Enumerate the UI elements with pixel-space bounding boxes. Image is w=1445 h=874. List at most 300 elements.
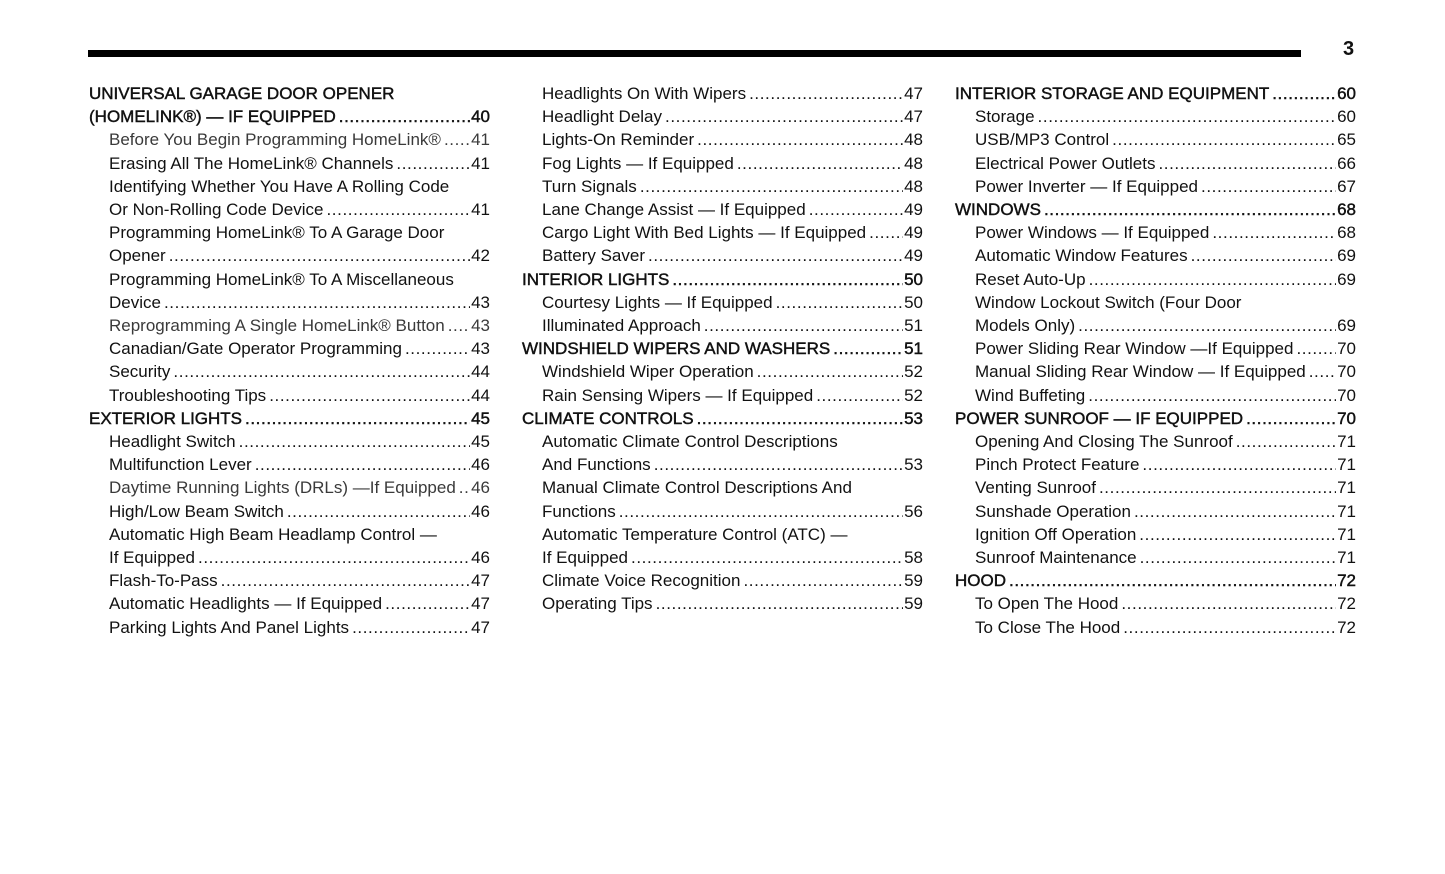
dot-leader (1036, 105, 1337, 128)
toc-entry-row (955, 198, 1356, 221)
toc-entry[interactable] (522, 82, 923, 105)
dot-leader (1121, 616, 1336, 639)
toc-entry[interactable] (522, 105, 923, 128)
toc-page-number: 44 (471, 385, 490, 405)
toc-entry-row (109, 476, 490, 499)
toc-entry-row (109, 337, 490, 360)
dot-leader (196, 546, 470, 569)
toc-page-number: 70 (1337, 408, 1356, 428)
toc-entry[interactable] (955, 592, 1356, 615)
dot-leader (243, 407, 470, 430)
toc-entry[interactable] (522, 221, 923, 244)
dot-leader (237, 430, 470, 453)
toc-entry[interactable] (955, 268, 1356, 291)
toc-entry-row (542, 128, 923, 151)
toc-entry-title: Headlights On With Wipers (542, 84, 747, 103)
toc-entry[interactable] (522, 198, 923, 221)
toc-entry[interactable] (89, 268, 490, 314)
toc-page-number: 72 (1337, 594, 1356, 614)
toc-entry-title: Headlight Delay (542, 107, 663, 127)
toc-page-number: 70 (1337, 362, 1356, 382)
dot-leader (702, 314, 903, 337)
toc-page-number: 45 (471, 408, 490, 428)
toc-entry-title: WINDSHIELD WIPERS AND WASHERS (522, 339, 831, 359)
dot-leader (1119, 592, 1336, 615)
toc-entry[interactable] (89, 175, 490, 221)
toc-entry-row (542, 82, 923, 105)
toc-entry[interactable] (955, 105, 1356, 128)
toc-page-number: 52 (904, 385, 923, 405)
toc-entry-row (975, 105, 1356, 128)
toc-entry[interactable] (89, 616, 490, 639)
dot-leader (814, 384, 903, 407)
toc-entry-title: Reprogramming A Single HomeLink® Button (109, 316, 445, 336)
toc-entry[interactable] (522, 128, 923, 151)
toc-entry-title: Pinch Protect Feature (975, 455, 1140, 475)
toc-entry-row (542, 546, 923, 569)
toc-entry-title: Device (109, 292, 161, 312)
toc-entry[interactable] (89, 221, 490, 267)
toc-page-number: 67 (1337, 176, 1356, 196)
toc-entry-title: Functions (542, 501, 616, 521)
toc-page-number: 42 (471, 246, 490, 266)
toc-entry-title: Automatic Temperature Control (ATC) — (542, 524, 848, 544)
toc-entry-title: Reset Auto-Up (975, 269, 1086, 289)
toc-entry[interactable] (522, 314, 923, 337)
toc-entry-title: Programming HomeLink® To A Miscellaneous (109, 269, 454, 289)
toc-column-1 (89, 82, 490, 639)
dot-leader (831, 337, 903, 360)
toc-entry[interactable] (522, 291, 923, 314)
toc-entry-row (975, 268, 1356, 291)
toc-entry-title: HOOD (955, 571, 1006, 591)
toc-entry-row (975, 175, 1356, 198)
toc-entry[interactable] (89, 360, 490, 383)
toc-page-number: 59 (904, 571, 923, 591)
toc-page-number: 49 (904, 246, 923, 266)
toc-entry[interactable] (89, 384, 490, 407)
toc-entry-row (89, 407, 490, 430)
toc-entry-row (109, 198, 490, 221)
toc-entry[interactable] (89, 476, 490, 499)
toc-entry-row (89, 105, 490, 128)
dot-leader (1307, 360, 1336, 383)
toc-entry[interactable] (89, 569, 490, 592)
toc-entry-title: Lights-On Reminder (542, 130, 695, 150)
toc-entry-row (975, 314, 1356, 337)
dot-leader (663, 105, 903, 128)
dot-leader (638, 175, 903, 198)
toc-entry[interactable] (955, 384, 1356, 407)
toc-entry-title: USB/MP3 Control (975, 130, 1110, 150)
dot-leader (442, 128, 470, 151)
toc-page-number: 48 (904, 130, 923, 150)
toc-entry-row (522, 407, 923, 430)
toc-entry-row (109, 360, 490, 383)
toc-entry-row (975, 523, 1356, 546)
toc-page-number: 53 (904, 455, 923, 475)
toc-page-number: 51 (904, 339, 923, 359)
toc-entry[interactable] (955, 500, 1356, 523)
toc-entry-title: Or Non-Rolling Code Device (109, 200, 324, 220)
dot-leader (774, 291, 904, 314)
toc-entry[interactable] (955, 152, 1356, 175)
toc-page-number: 46 (471, 501, 490, 521)
toc-entry-row (975, 152, 1356, 175)
toc-page-number: 53 (904, 408, 923, 428)
toc-entry[interactable] (89, 314, 490, 337)
toc-page-number: 71 (1337, 478, 1356, 498)
toc-entry-row (109, 430, 490, 453)
toc-entry-title: Identifying Whether You Have A Rolling Code (109, 176, 450, 196)
toc-page-number: 58 (904, 548, 923, 568)
toc-entry-title: High/Low Beam Switch (109, 501, 284, 521)
toc-entry-title: Cargo Light With Bed Lights — If Equipped (542, 223, 867, 243)
toc-entry-row (542, 314, 923, 337)
toc-entry[interactable] (89, 453, 490, 476)
dot-leader (1007, 569, 1336, 592)
dot-leader (652, 453, 903, 476)
dot-leader (167, 244, 470, 267)
dot-leader (755, 360, 903, 383)
dot-leader (253, 453, 470, 476)
toc-entry-row (542, 105, 923, 128)
toc-page-number: 49 (904, 223, 923, 243)
toc-entry-title: To Open The Hood (975, 594, 1119, 614)
dot-leader (1132, 500, 1336, 523)
toc-entry-row (542, 569, 923, 592)
dot-leader (646, 244, 903, 267)
toc-page-number: 47 (904, 84, 923, 103)
toc-entry-row (109, 244, 490, 267)
toc-page-number: 70 (1337, 385, 1356, 405)
toc-entry-row (975, 244, 1356, 267)
toc-page-number: 43 (471, 292, 490, 312)
toc-page-number: 44 (471, 362, 490, 382)
dot-leader (219, 569, 470, 592)
dot-leader (735, 152, 903, 175)
toc-entry[interactable] (955, 430, 1356, 453)
toc-page-number: 66 (1337, 153, 1356, 173)
toc-page-number: 40 (471, 107, 490, 127)
dot-leader (1156, 152, 1336, 175)
toc-page-number: 65 (1337, 130, 1356, 150)
toc-entry-row (109, 569, 490, 592)
toc-page-number: 47 (904, 107, 923, 127)
dot-leader (446, 314, 470, 337)
toc-entry[interactable] (522, 592, 923, 615)
toc-entry-row (109, 546, 490, 569)
toc-entry-title: EXTERIOR LIGHTS (89, 408, 243, 428)
toc-page-number: 71 (1337, 455, 1356, 475)
toc-entry-title: Fog Lights — If Equipped (542, 153, 734, 173)
toc-entry[interactable] (89, 500, 490, 523)
toc-page-number: 71 (1337, 501, 1356, 521)
toc-entry[interactable] (89, 523, 490, 569)
page-number: 3 (1343, 38, 1355, 60)
toc-page-number: 60 (1337, 84, 1356, 103)
dot-leader (1076, 314, 1336, 337)
dot-leader (1110, 128, 1336, 151)
toc-page-number: 50 (904, 292, 923, 312)
toc-entry-row (975, 476, 1356, 499)
toc-entry-row (522, 268, 923, 291)
toc-entry-title: Rain Sensing Wipers — If Equipped (542, 385, 814, 405)
toc-page-number: 48 (904, 153, 923, 173)
toc-entry-title: Battery Saver (542, 246, 645, 266)
dot-leader (1244, 407, 1336, 430)
dot-leader (403, 337, 470, 360)
toc-entry-title: Troubleshooting Tips (109, 385, 267, 405)
toc-entry-title: And Functions (542, 455, 651, 475)
toc-page-number: 69 (1337, 316, 1356, 336)
toc-page-number: 71 (1337, 548, 1356, 568)
toc-entry-row (542, 360, 923, 383)
toc-entry-row (975, 430, 1356, 453)
toc-page-number: 48 (904, 176, 923, 196)
toc-section-heading[interactable] (955, 407, 1356, 430)
toc-page-number: 51 (904, 316, 923, 336)
toc-page-number: 41 (471, 130, 490, 150)
toc-page-number: 68 (1337, 200, 1356, 220)
toc-entry-row (542, 453, 923, 476)
dot-leader (1140, 453, 1336, 476)
toc-entry-title: Automatic Climate Control Descriptions (542, 432, 838, 452)
toc-entry-title: Power Windows — If Equipped (975, 223, 1210, 243)
toc-entry-row (955, 407, 1356, 430)
toc-entry-title: If Equipped (109, 548, 196, 568)
toc-page-number: 59 (904, 594, 923, 614)
toc-entry-title: Power Sliding Rear Window —If Equipped (975, 339, 1294, 359)
toc-entry-row (109, 592, 490, 615)
dot-leader (1097, 476, 1336, 499)
toc-entry-row (542, 175, 923, 198)
toc-entry-row (109, 384, 490, 407)
toc-entry-title: (HOMELINK®) — IF EQUIPPED (89, 107, 336, 127)
dot-leader (654, 592, 904, 615)
toc-entry-row (522, 337, 923, 360)
toc-entry-title: Parking Lights And Panel Lights (109, 617, 350, 637)
toc-entry[interactable] (522, 476, 923, 522)
toc-section-heading[interactable] (89, 82, 490, 128)
dot-leader (1086, 384, 1336, 407)
dot-leader (267, 384, 470, 407)
toc-entry-row (975, 453, 1356, 476)
dot-leader (867, 221, 903, 244)
toc-page-number: 72 (1337, 617, 1356, 637)
toc-entry[interactable] (955, 546, 1356, 569)
toc-entry-row (975, 616, 1356, 639)
dot-leader (670, 268, 903, 291)
toc-page-number: 52 (904, 362, 923, 382)
toc-entry-title: Headlight Switch (109, 432, 236, 452)
dot-leader (383, 592, 470, 615)
toc-entry-title: Sunshade Operation (975, 501, 1131, 521)
toc-entry-row (955, 569, 1356, 592)
toc-entry-title: Before You Begin Programming HomeLink® (109, 130, 441, 150)
dot-leader (350, 616, 470, 639)
dot-leader (394, 152, 470, 175)
toc-entry[interactable] (955, 128, 1356, 151)
dot-leader (1270, 82, 1336, 105)
toc-section-heading[interactable] (522, 268, 923, 291)
toc-entry-row (975, 360, 1356, 383)
toc-entry[interactable] (522, 430, 923, 476)
toc-column-3 (955, 82, 1356, 639)
toc-entry[interactable] (522, 244, 923, 267)
toc-entry[interactable] (955, 523, 1356, 546)
toc-entry-title: Manual Sliding Rear Window — If Equipped (975, 362, 1306, 382)
toc-entry-row (109, 291, 490, 314)
toc-entry-title: Security (109, 362, 171, 382)
toc-entry-title: Windshield Wiper Operation (542, 362, 754, 382)
toc-entry-row (975, 221, 1356, 244)
toc-page-number: 70 (1337, 339, 1356, 359)
toc-entry[interactable] (955, 476, 1356, 499)
toc-page-number: 47 (471, 617, 490, 637)
dot-leader (1234, 430, 1336, 453)
toc-entry-title: Opener (109, 246, 166, 266)
dot-leader (741, 569, 903, 592)
toc-entry[interactable] (955, 244, 1356, 267)
dot-leader (695, 407, 903, 430)
toc-entry-row (542, 152, 923, 175)
toc-entry[interactable] (522, 175, 923, 198)
toc-entry-title: Multifunction Lever (109, 455, 252, 475)
toc-entry[interactable] (522, 360, 923, 383)
toc-entry-title: Manual Climate Control Descriptions And (542, 478, 852, 498)
dot-leader (1137, 523, 1336, 546)
dot-leader (457, 476, 470, 499)
toc-entry-title: INTERIOR LIGHTS (522, 269, 670, 289)
toc-entry-title: INTERIOR STORAGE AND EQUIPMENT (955, 84, 1270, 103)
toc-entry-row (542, 592, 923, 615)
toc-section-heading[interactable] (89, 407, 490, 430)
toc-entry[interactable] (89, 152, 490, 175)
dot-leader (324, 198, 470, 221)
toc-page-number: 72 (1337, 571, 1356, 591)
toc-entry-title: Illuminated Approach (542, 316, 701, 336)
dot-leader (695, 128, 903, 151)
toc-entry[interactable] (955, 453, 1356, 476)
toc-page-number: 68 (1337, 223, 1356, 243)
toc-entry-row (975, 337, 1356, 360)
toc-entry-row (542, 291, 923, 314)
toc-page-number: 43 (471, 339, 490, 359)
toc-page-number: 41 (471, 153, 490, 173)
toc-page-number: 43 (471, 316, 490, 336)
dot-leader (629, 546, 903, 569)
toc-section-heading[interactable] (955, 82, 1356, 105)
toc-entry-row (542, 384, 923, 407)
header-rule (88, 50, 1301, 57)
dot-leader (162, 291, 470, 314)
toc-page-number: 71 (1337, 524, 1356, 544)
toc-section-heading[interactable] (955, 569, 1356, 592)
dot-leader (1199, 175, 1336, 198)
toc-entry-row (109, 152, 490, 175)
toc-entry[interactable] (955, 337, 1356, 360)
toc-entry-title: Ignition Off Operation (975, 524, 1137, 544)
toc-entry[interactable] (89, 337, 490, 360)
toc-entry-row (542, 198, 923, 221)
toc-column-2 (522, 82, 923, 616)
toc-entry-row (975, 500, 1356, 523)
toc-page-number: 46 (471, 548, 490, 568)
toc-entry-row (109, 128, 490, 151)
toc-entry-title: Power Inverter — If Equipped (975, 176, 1199, 196)
toc-page-number: 41 (471, 200, 490, 220)
toc-page-number: 56 (904, 501, 923, 521)
dot-leader (1294, 337, 1336, 360)
toc-section-heading[interactable] (522, 407, 923, 430)
toc-page-number: 69 (1337, 269, 1356, 289)
toc-entry-row (955, 82, 1356, 105)
toc-entry-title: Erasing All The HomeLink® Channels (109, 153, 394, 173)
toc-entry-title: WINDOWS (955, 200, 1041, 220)
toc-entry-title: POWER SUNROOF — IF EQUIPPED (955, 408, 1244, 428)
toc-page-number: 69 (1337, 246, 1356, 266)
toc-entry-title: Programming HomeLink® To A Garage Door (109, 223, 445, 243)
toc-entry-title: Flash-To-Pass (109, 571, 218, 591)
toc-entry[interactable] (89, 592, 490, 615)
toc-entry[interactable] (89, 128, 490, 151)
toc-entry-title: Opening And Closing The Sunroof (975, 432, 1233, 452)
toc-entry[interactable] (955, 221, 1356, 244)
toc-entry[interactable] (955, 360, 1356, 383)
toc-entry-row (109, 453, 490, 476)
toc-entry-title: Window Lockout Switch (Four Door (975, 292, 1242, 312)
dot-leader (1138, 546, 1336, 569)
toc-page-number: 47 (471, 571, 490, 591)
toc-entry-title: Climate Voice Recognition (542, 571, 741, 591)
toc-entry-title: Automatic Window Features (975, 246, 1188, 266)
toc-page-number: 46 (471, 478, 490, 498)
toc-entry-row (109, 500, 490, 523)
toc-entry[interactable] (522, 569, 923, 592)
toc-entry-title: Automatic Headlights — If Equipped (109, 594, 383, 614)
toc-page-number: 71 (1337, 432, 1356, 452)
toc-entry-title: If Equipped (542, 548, 629, 568)
dot-leader (1087, 268, 1337, 291)
toc-entry-title: Turn Signals (542, 176, 637, 196)
toc-entry-row (975, 384, 1356, 407)
toc-entry[interactable] (955, 175, 1356, 198)
toc-entry-title: Venting Sunroof (975, 478, 1096, 498)
toc-entry[interactable] (522, 384, 923, 407)
toc-entry-title: CLIMATE CONTROLS (522, 408, 694, 428)
toc-section-heading[interactable] (955, 198, 1356, 221)
toc-entry-row (109, 314, 490, 337)
toc-entry-title: Lane Change Assist — If Equipped (542, 200, 806, 220)
dot-leader (807, 198, 903, 221)
toc-entry-title: Sunroof Maintenance (975, 548, 1137, 568)
toc-entry-title: Automatic High Beam Headlamp Control — (109, 524, 437, 544)
toc-entry-row (975, 546, 1356, 569)
toc-entry-row (542, 500, 923, 523)
toc-entry[interactable] (955, 291, 1356, 337)
toc-entry[interactable] (522, 152, 923, 175)
toc-entry[interactable] (522, 523, 923, 569)
toc-entry-row (542, 221, 923, 244)
toc-entry[interactable] (89, 430, 490, 453)
dot-leader (1189, 244, 1336, 267)
toc-entry-row (975, 128, 1356, 151)
toc-entry[interactable] (955, 616, 1356, 639)
toc-section-heading[interactable] (522, 337, 923, 360)
toc-entry-title: Wind Buffeting (975, 385, 1086, 405)
toc-entry-title: Operating Tips (542, 594, 653, 614)
